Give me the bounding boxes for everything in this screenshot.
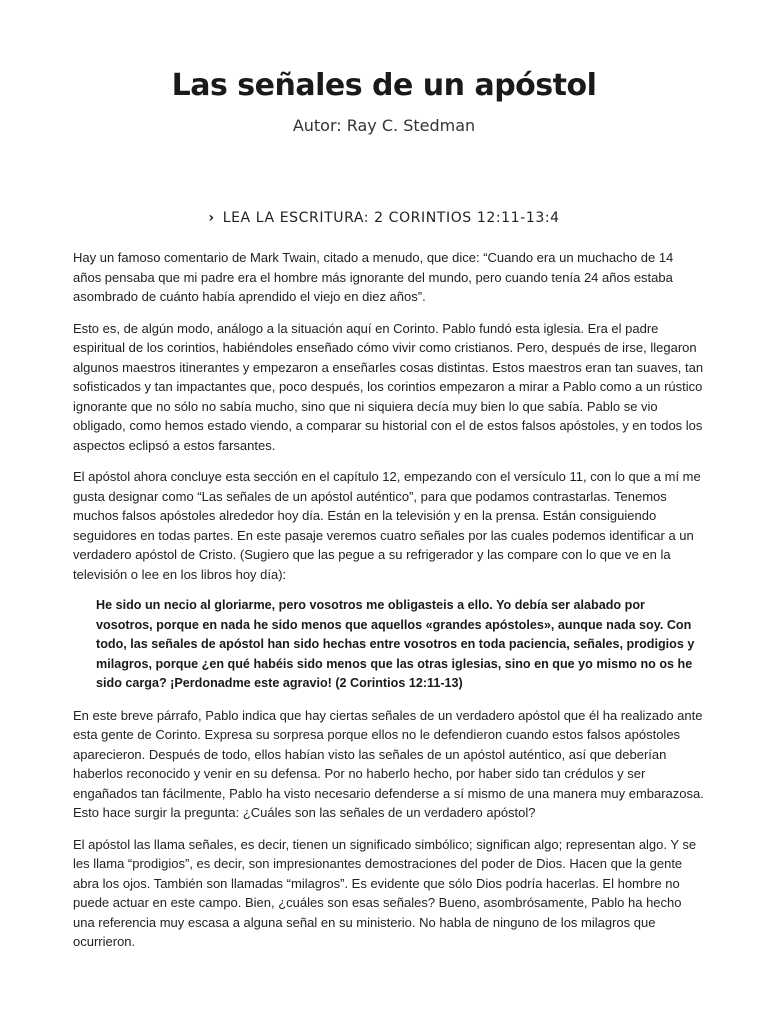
paragraph: El apóstol las llama señales, es decir, tienen un significado simbólico; significan algo; representan algo. Y se les llama “prodigios”, es decir, son impresionantes demostraciones del poder de Dios. Hacen que la gente abra los ojos. También son llamadas “milagros”. Es evidente que sólo Dios podría hacerlas. El hombre no puede actuar en este campo. Bien, ¿cuáles son esas señales? Bueno, asombrósamente, Pablo ha hecho una referencia muy escasa a alguna señal en su ministerio. No habla de ninguno de los milagros que ocurrieron.	[73, 836, 697, 949]
author-line: Autor: Ray C. Stedman	[292, 116, 476, 135]
article-body	[73, 248, 705, 964]
chevron-right-icon: ›	[208, 210, 215, 226]
paragraph: Hay un famoso comentario de Mark Twain, citado a menudo, que dice: “Cuando era un muchacho de 14 años pensaba que mi padre era el hombre más ignorante del mundo, pero cuando tenía 24 años estaba asombrado de cuánto había aprendido el viejo en diez años”.	[73, 250, 674, 304]
scripture-link[interactable]	[0, 206, 768, 230]
page-title: Las señales de un apóstol	[171, 68, 597, 103]
quote-text: He sido un necio al gloriarme, pero vosotros me obligasteis a ello. Yo debía ser alabado por vosotros, porque en nada he sido menos que aquellos «grandes apóstoles», aunque nada soy. Con todo, las señales de apóstol han sido hechas entre vosotros en toda paciencia, señales, prodigios y milagros, porque ¿en qué habéis sido menos que las otras iglesias, sino en que yo mismo no os he sido carga? ¡Perdonadme este agravio! (2 Corintios 12:11-13)	[96, 598, 695, 690]
scripture-link-label: LEA LA ESCRITURA: 2 CORINTIOS 12:11-13:4	[222, 210, 560, 226]
paragraph: El apóstol ahora concluye esta sección en el capítulo 12, empezando con el versículo 11, con lo que a mí me gusta designar como “Las señales de un apóstol auténtico”, para que podamos contrastarlas. Tenemos muchos falsos apóstoles alrededor hoy día. Están en la televisión y en la prensa. Están consiguiendo seguidores en todas partes. En este pasaje veremos cuatro señales por las cuales podemos identificar a un verdadero apóstol de Cristo. (Sugiero que las pegue a su refrigerador y las compare con lo que ve en la televisión o lee en los libros hoy día):	[73, 469, 701, 582]
paragraph: Esto es, de algún modo, análogo a la situación aquí en Corinto. Pablo fundó esta iglesia. Era el padre espiritual de los corintios, habiéndoles enseñado cómo vivir como cristianos. Pero, después de irse, llegaron algunos maestros itinerantes y empezaron a enseñarles cosas distintas. Estos maestros eran tan suaves, tan sofisticados y tan impactantes que, poco después, los corintios empezaron a mirar a Pablo como a un rústico ignorante que no sólo no sabía mucho, sino que ni siquiera decía muy bien lo que sabía. Pablo se vio obligado, como hemos estado viendo, a comparar su historial con el de estos falsos apóstoles, y en todos los aspectos eclipsó a estos farsantes.	[73, 320, 704, 453]
paragraph: En este breve párrafo, Pablo indica que hay ciertas señales de un verdadero apóstol que él ha realizado ante esta gente de Corinto. Expresa su sorpresa porque ellos no le defendieron cuando estos falsos apóstoles aparecieron. Después de todo, ellos habían visto las señales de un apóstol auténtico, así que deberían haberlos reconocido y venir en su defensa. Por no haberlo hecho, por haber sido tan crédulos y ser engañados tan fácilmente, Pablo ha visto necesario defenderse a sí mismo de una manera muy embarazosa. Esto hace surgir la pregunta: ¿Cuáles son las señales de un verdadero apóstol?	[73, 707, 704, 820]
scripture-quote	[96, 596, 705, 694]
